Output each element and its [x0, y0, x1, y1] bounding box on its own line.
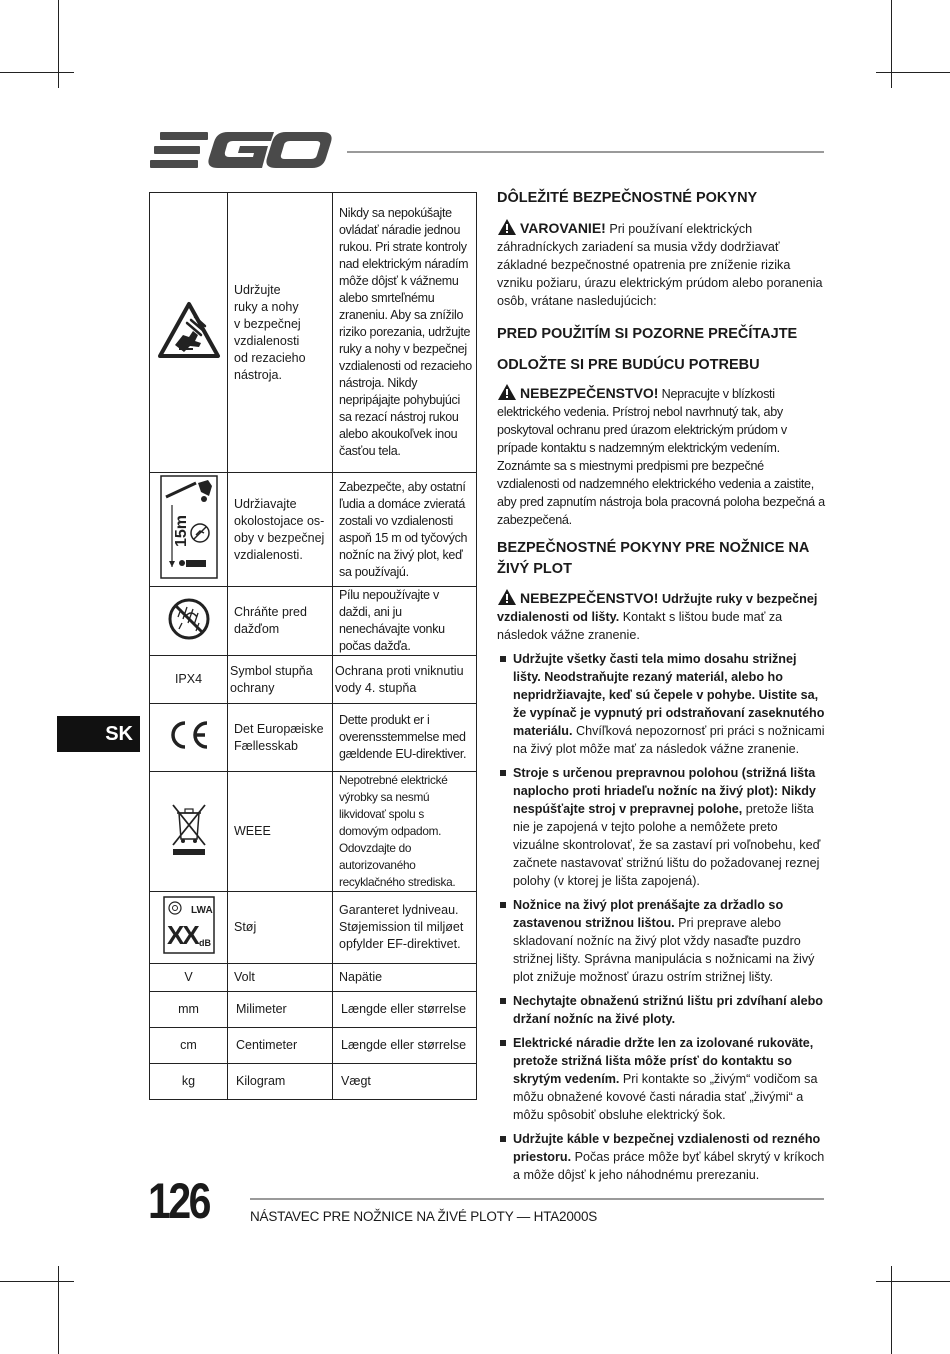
crop-mark [58, 1266, 59, 1354]
list-item: Udržujte káble v bezpečnej vzdialenosti od rezného priestoru. Počas práce môže byť kábel skrytý v kríkoch a môže dôjsť k jeho náhodnému prerezaniu. [497, 1130, 825, 1184]
symbol-label: Støj [228, 892, 333, 964]
list-item: Elektrické náradie držte len za izolované rukoväte, pretože strižná lišta môže prísť do kontaktu so skrytým vedením. Pri kontakte so „živým“ vodičom sa môžu obnažené kovové časti náradia stať „živými“ a môžu spôsobiť obsluhe elektrický šok. [497, 1034, 825, 1124]
symbol-cell [150, 193, 228, 473]
danger-icon [497, 588, 517, 606]
ego-logo [150, 128, 332, 172]
header-rule [347, 151, 824, 153]
danger-lead: NEBEZPEČENSTVO! [520, 385, 659, 401]
symbol-description: Længde eller størrelse [333, 1028, 477, 1064]
table-row [150, 892, 477, 964]
table-row [150, 193, 477, 473]
lwa-label: LWA [190, 905, 213, 916]
danger-lead: NEBEZPEČENSTVO! [520, 590, 659, 606]
crop-mark [0, 72, 74, 73]
symbol-label: Milimeter [228, 992, 333, 1028]
symbol-cell [150, 473, 228, 587]
warning-lead: VAROVANIE! [520, 220, 606, 236]
crop-mark [0, 1281, 74, 1282]
symbol-description: Nepotrebné elektrické výrobky sa nesmú likvidovať spolu s domovým odpadom. Odovzdajte do autorizovaného recyklačného strediska. [333, 772, 477, 892]
symbol-label: Chráňte pred dažďom [228, 587, 333, 656]
table-row [150, 1064, 477, 1100]
symbol-description: Garanteret lydniveau. Støjemission til miljøet opfylder EF-direktivet. [333, 892, 477, 964]
hedge-bullet-list [497, 650, 825, 1184]
crop-mark [891, 0, 892, 88]
distance-label: 15m [172, 514, 190, 547]
heading-hedge: BEZPEČNOSTNÉ POKYNY PRE NOŽNICE NA ŽIVÝ PLOT [497, 540, 809, 577]
hand-blade-warning-icon [157, 301, 221, 359]
list-item: Udržujte všetky časti tela mimo dosahu strižnej lišty. Neodstraňujte rezaný materiál, alebo ho nepridržiavajte, keď sú čepele v pohybe. Uistite sa, že vypínač je vypnutý pri odstraňovaní zaseknutého materiálu. Chvíľková nepozornosť pri práci s nožnicami na živý plot môže mať za následok vážne zranenie. [497, 650, 825, 758]
list-item: Nožnice na živý plot prenášajte za držadlo so zastavenou strižnou lištou. Pri preprave alebo skladovaní nožníc na živý plot vždy nasaďte puzdro strižnej lišty. Správna manipulácia s nožnicami na živý plot znižuje možnosť úrazu ostrím strižnej lišty. [497, 896, 825, 986]
symbol-cell [150, 892, 228, 964]
list-item: Stroje s určenou prepravnou polohou (strižná lišta naplocho proti hriadeľu nožníc na živý plot): Nikdy nespúšťajte stroj v prepravnej polohe, pretože lišta nie je zapojená v tejto polohe a nemôžete preto vizuálne skontrolovať, že sa zastaví pri voľnobehu, keď začnete nastavovať strižnú lištu do požadovanej reznej polohy (v ktorej je lišta zapojená). [497, 764, 825, 890]
page-number: 126 [148, 1173, 210, 1229]
symbol-label: WEEE [228, 772, 333, 892]
table-row [150, 587, 477, 656]
symbol-description: Nikdy sa nepokúšajte ovládať náradie jednou rukou. Pri strate kontroly nad elektrickým náradím môže dôjsť k vážnemu alebo smrteľnému zraneniu. Aby sa znížilo riziko porezania, udržujte ruky a nohy v bezpečnej vzdialenosti od rezacieho nástroja. Nikdy nepripájajte pohybujúci sa rezací nástroj rukou alebo akoukoľvek inou časťou tela. [333, 193, 477, 473]
danger-text: Kontakt s lištou bude mať za následok vážne zranenie. [497, 610, 783, 642]
weee-bin-icon [169, 801, 209, 857]
symbol-cell [150, 704, 228, 772]
language-tab-label: SK [105, 723, 133, 745]
danger-text: Nepracujte v blízkosti elektrického vedenia. Prístroj nebol navrhnutý tak, aby poskytoval ochranu pred úrazom elektrickým prúdom v prípade kontaktu s nadzemným elektrickým vedením. Zoznámte sa s miestnymi predpismi pre bezpečné vzdialenosti od nadzemného elektrického vedenia a zaistite, aby pred zapnutím nástroja bola pracovná poloha bezpečná a zabezpečená. [497, 387, 825, 527]
bystander-distance-icon [160, 475, 218, 579]
symbol-cell [150, 587, 228, 656]
symbol-text: mm [150, 992, 228, 1028]
symbol-description: Pílu nepoužívajte v daždi, ani ju nenechávajte vonku počas dažďa. [333, 587, 477, 656]
crop-mark [891, 1266, 892, 1354]
noise-level-icon [163, 896, 215, 954]
language-tab [57, 716, 140, 752]
danger-paragraph-1 [497, 383, 825, 529]
symbol-label: Centimeter [228, 1028, 333, 1064]
table-row [150, 992, 477, 1028]
symbol-description: Dette produkt er i overensstemmelse med gældende EU-direktiver. [333, 704, 477, 772]
heading-keep: ODLOŽTE SI PRE BUDÚCU POTREBU [497, 357, 760, 373]
danger-icon [497, 383, 517, 401]
crop-mark [58, 0, 59, 88]
footer-rule [250, 1198, 824, 1200]
symbol-text: cm [150, 1028, 228, 1064]
symbol-text: kg [150, 1064, 228, 1100]
ce-mark-icon [167, 719, 211, 751]
symbol-label: Udržujte ruky a nohy v bezpečnej vzdialenosti od rezacieho nástroja. [228, 193, 333, 473]
symbol-label: Volt [228, 964, 333, 992]
symbol-text: V [150, 964, 228, 992]
heading-safety: DÔLEŽITÉ BEZPEČNOSTNÉ POKYNY [497, 190, 758, 206]
safety-column [497, 188, 825, 1184]
list-item: Nechytajte obnaženú strižnú lištu pri zdvíhaní alebo držaní nožníc na živé ploty. [497, 992, 825, 1028]
symbol-label: Kilogram [228, 1064, 333, 1100]
warning-text: Pri používaní elektrických záhradníckych zariadení sa musia vždy dodržiavať základné bezpečnostné opatrenia pre zníženie rizika vzniku požiaru, úrazu elektrickým prúdom alebo poranenia osôb, vrátane nasledujúcich: [497, 222, 823, 308]
danger-bold: Udržujte ruky v bezpečnej vzdialenosti od lišty. [497, 592, 818, 624]
danger-paragraph-2 [497, 588, 825, 644]
symbol-label: Symbol stupňa ochrany [228, 656, 333, 704]
table-row [150, 704, 477, 772]
symbol-text: IPX4 [150, 656, 228, 704]
crop-mark [876, 1281, 950, 1282]
heading-read: PRED POUŽITÍM SI POZORNE PREČÍTAJTE [497, 326, 798, 342]
symbol-cell [150, 772, 228, 892]
db-label: dB [198, 938, 211, 948]
symbol-description: Vægt [333, 1064, 477, 1100]
crop-mark [876, 72, 950, 73]
symbol-description: Længde eller størrelse [333, 992, 477, 1028]
symbol-description: Napätie [333, 964, 477, 992]
table-row [150, 473, 477, 587]
table-row [150, 1028, 477, 1064]
no-rain-icon [167, 597, 211, 641]
warning-icon [497, 218, 517, 236]
footer-title: NÁSTAVEC PRE NOŽNICE NA ŽIVÉ PLOTY — HTA2000S [250, 1209, 598, 1224]
symbol-label: Det Europæiske Fællesskab [228, 704, 333, 772]
table-row [150, 656, 477, 704]
table-row [150, 772, 477, 892]
symbols-table [149, 192, 477, 1100]
symbol-label: Udržiavajte okolostojace os-oby v bezpečnej vzdialenosti. [228, 473, 333, 587]
symbol-description: Zabezpečte, aby ostatní ľudia a domáce zvieratá zostali vo vzdialenosti aspoň 15 m od tyčových nožníc na živý plot, keď sa používajú. [333, 473, 477, 587]
noise-xx-label: XX [166, 920, 198, 950]
symbol-description: Ochrana proti vniknutiu vody 4. stupňa [333, 656, 477, 704]
table-row [150, 964, 477, 992]
warning-paragraph [497, 218, 825, 310]
